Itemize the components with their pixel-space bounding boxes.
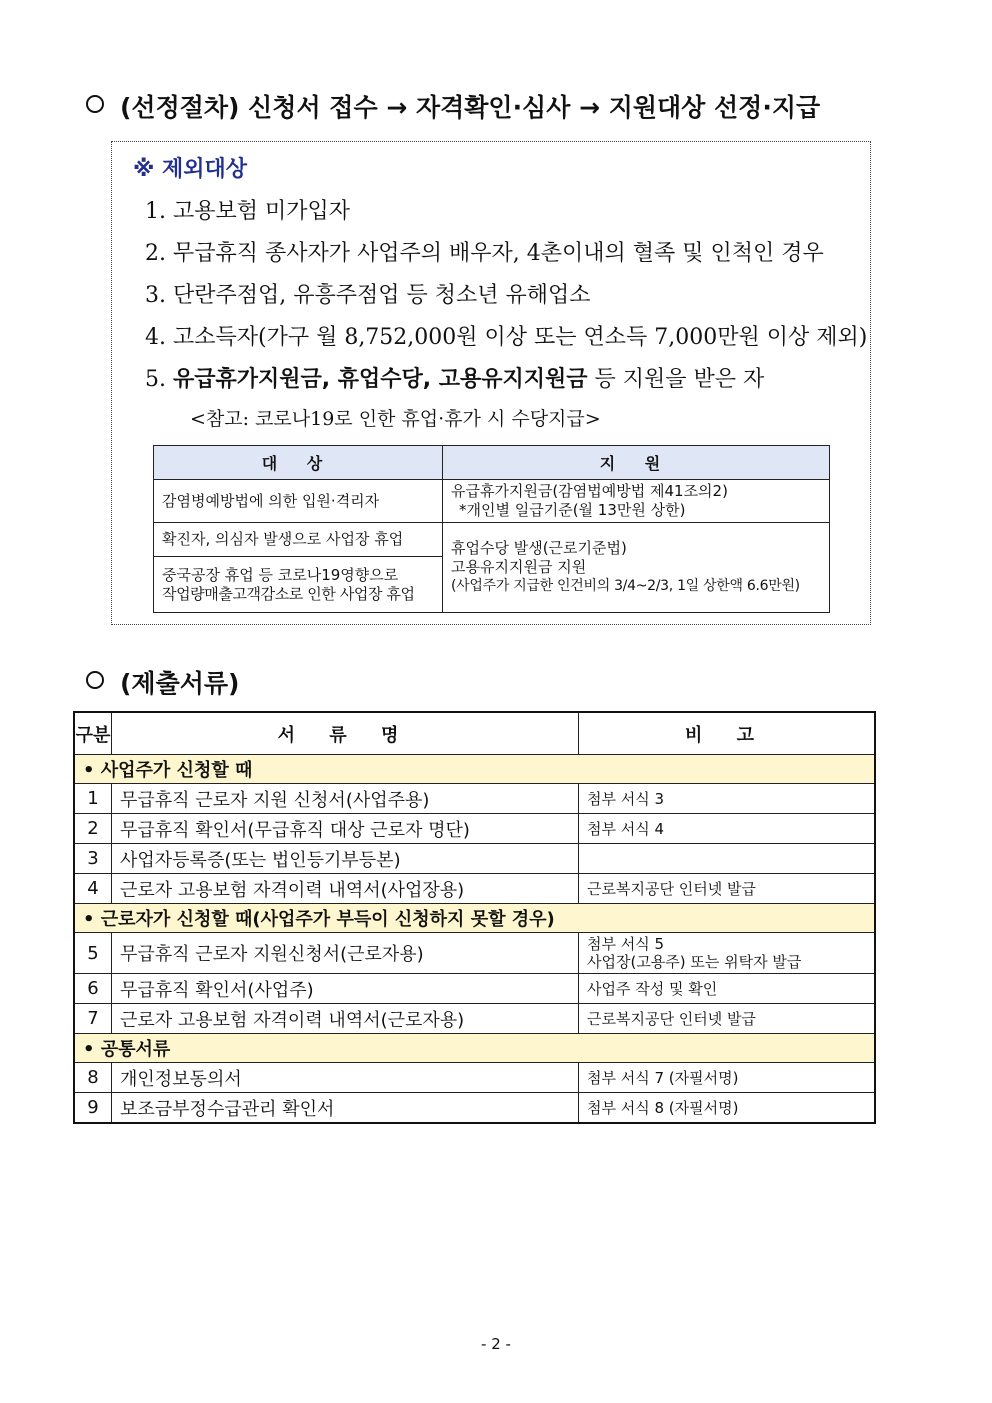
document-name: 근로자 고용보험 자격이력 내역서(사업장용)	[112, 874, 579, 904]
ref-target-cell	[154, 557, 443, 613]
ref-support-line: (사업주가 지급한 인건비의 3/4~2/3, 1일 상한액 6.6만원)	[451, 578, 800, 594]
reference-caption: <참고: 코로나19로 인한 휴업·휴가 시 수당지급>	[190, 408, 601, 430]
document-note	[579, 933, 876, 974]
document-name: 무급휴직 근로자 지원신청서(근로자용)	[112, 933, 579, 974]
group-title: • 사업주가 신청할 때	[74, 755, 875, 784]
ref-header-target: 대 상	[154, 446, 443, 480]
exclusion-item	[145, 362, 764, 393]
row-number: 1	[74, 784, 112, 814]
document-name: 무급휴직 확인서(사업주)	[112, 974, 579, 1004]
document-name: 무급휴직 근로자 지원 신청서(사업주용)	[112, 784, 579, 814]
document-note-line: 사업장(고용주) 또는 위탁자 발급	[587, 953, 802, 971]
docs-header-name: 서 류 명	[112, 712, 579, 755]
exclusion-item-bold: 유급휴가지원금, 휴업수당, 고용유지지원금	[172, 367, 588, 392]
ref-target-line: 중국공장 휴업 등 코로나19영향으로	[162, 565, 399, 584]
row-number: 9	[74, 1093, 112, 1124]
table-row	[74, 814, 875, 844]
section-heading-documents	[86, 664, 239, 700]
document-note: 사업주 작성 및 확인	[579, 974, 876, 1004]
exclusion-item: 3. 단란주점업, 유흥주점업 등 청소년 유해업소	[145, 283, 591, 308]
circle-bullet-icon	[86, 671, 104, 689]
row-number: 8	[74, 1063, 112, 1093]
section-heading-text: (선정절차) 신청서 접수 → 자격확인·심사 → 지원대상 선정·지급	[120, 93, 821, 122]
document-name: 보조금부정수급관리 확인서	[112, 1093, 579, 1124]
group-title: • 근로자가 신청할 때(사업주가 부득이 신청하지 못할 경우)	[74, 904, 875, 933]
row-number: 5	[74, 933, 112, 974]
ref-support-cell	[443, 480, 830, 523]
table-row	[74, 874, 875, 904]
document-name: 근로자 고용보험 자격이력 내역서(근로자용)	[112, 1004, 579, 1034]
exclusion-item-number: 5.	[145, 367, 173, 392]
row-number: 2	[74, 814, 112, 844]
table-row	[74, 933, 875, 974]
ref-support-line: 고용유지지원금 지원	[451, 558, 587, 576]
ref-support-line: 휴업수당 발생(근로기준법)	[451, 539, 627, 557]
row-number: 6	[74, 974, 112, 1004]
document-note-line: 첨부 서식 5	[587, 935, 665, 953]
group-title: • 공통서류	[74, 1034, 875, 1063]
document-note: 근로복지공단 인터넷 발급	[579, 874, 876, 904]
table-row	[74, 784, 875, 814]
document-note	[579, 844, 876, 874]
exclusion-item: 2. 무급휴직 종사자가 사업주의 배우자, 4촌이내의 혈족 및 인척인 경우	[145, 241, 824, 266]
ref-target-cell: 감염병예방법에 의한 입원·격리자	[154, 480, 443, 523]
page-number: - 2 -	[481, 1335, 511, 1353]
table-row	[74, 974, 875, 1004]
ref-target-cell: 확진자, 의심자 발생으로 사업장 휴업	[154, 523, 443, 557]
document-name: 사업자등록증(또는 법인등기부등본)	[112, 844, 579, 874]
ref-support-line: *개인별 일급기준(월 13만원 상한)	[459, 501, 686, 519]
exclusion-item: 1. 고용보험 미가입자	[145, 199, 350, 224]
row-number: 7	[74, 1004, 112, 1034]
document-note: 첨부 서식 3	[579, 784, 876, 814]
exclusion-item-suffix: 등 지원을 받은 자	[587, 367, 765, 392]
document-note: 첨부 서식 4	[579, 814, 876, 844]
document-note: 근로복지공단 인터넷 발급	[579, 1004, 876, 1034]
document-name: 개인정보동의서	[112, 1063, 579, 1093]
section-heading-text: (제출서류)	[120, 669, 240, 698]
section-heading-selection-procedure	[86, 88, 820, 124]
document-note: 첨부 서식 7 (자필서명)	[579, 1063, 876, 1093]
documents-table	[73, 711, 876, 1124]
ref-merged-support-cell	[443, 523, 830, 613]
reference-table	[153, 445, 830, 613]
ref-support-line: 유급휴가지원금(감염법예방법 제41조의2)	[451, 482, 728, 500]
exclusion-title: ※ 제외대상	[133, 157, 248, 182]
table-row	[74, 844, 875, 874]
table-row	[74, 1093, 875, 1124]
table-row	[74, 1063, 875, 1093]
circle-bullet-icon	[86, 95, 104, 113]
row-number: 4	[74, 874, 112, 904]
exclusion-item: 4. 고소득자(가구 월 8,752,000원 이상 또는 연소득 7,000만원 이상 제외)	[145, 325, 868, 350]
ref-header-support: 지 원	[443, 446, 830, 480]
row-number: 3	[74, 844, 112, 874]
document-note: 첨부 서식 8 (자필서명)	[579, 1093, 876, 1124]
document-name: 무급휴직 확인서(무급휴직 대상 근로자 명단)	[112, 814, 579, 844]
table-row	[74, 1004, 875, 1034]
ref-target-line: 작업량매출고객감소로 인한 사업장 휴업	[162, 584, 415, 603]
docs-header-note: 비 고	[579, 712, 876, 755]
docs-header-category: 구분	[74, 712, 112, 755]
